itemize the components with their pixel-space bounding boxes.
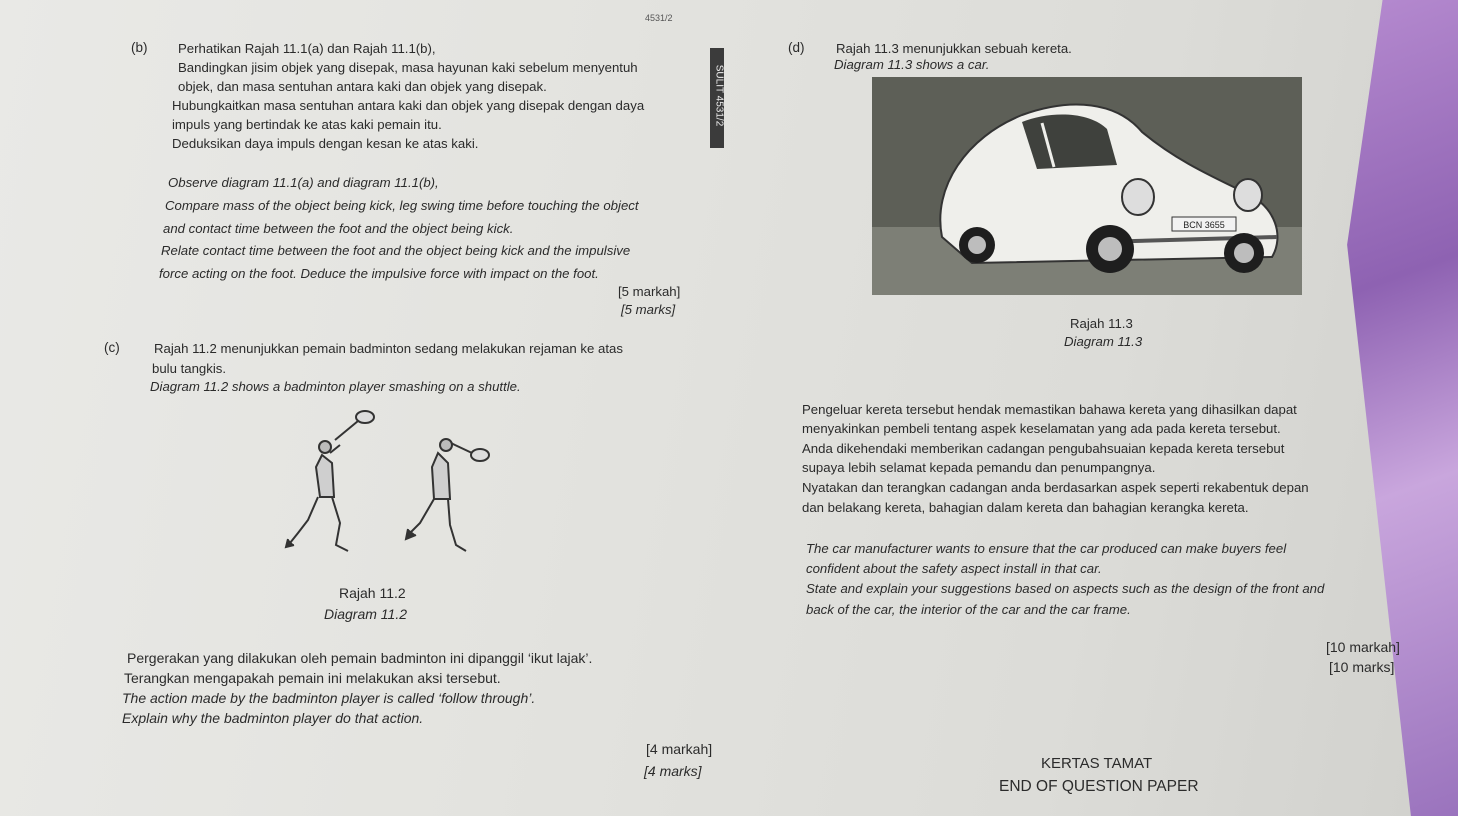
- b-marks-malay: [5 markah]: [618, 284, 681, 299]
- b-en-line: and contact time between the foot and the object being kick.: [163, 221, 514, 236]
- c-marks-malay: [4 markah]: [646, 741, 713, 757]
- d-caption-english: Diagram 11.3: [1064, 334, 1143, 349]
- d-para-ms-line: dan belakang kereta, bahagian dalam kereta dan bahagian kerangka kereta.: [802, 500, 1249, 515]
- player-figure-1: [286, 411, 374, 551]
- question-b-label: (b): [131, 40, 148, 55]
- d-marks-malay: [10 markah]: [1326, 639, 1400, 655]
- b-en-line: force acting on the foot. Deduce the impulsive force with impact on the foot.: [159, 266, 599, 281]
- d-para-ms-line: Pengeluar kereta tersebut hendak memastikan bahawa kereta yang dihasilkan dapat: [802, 402, 1297, 417]
- b-ms-line: Deduksikan daya impuls dengan kesan ke atas kaki.: [172, 136, 479, 151]
- d-para-en-line: The car manufacturer wants to ensure that the car produced can make buyers feel: [806, 541, 1287, 556]
- car-headlight: [1234, 179, 1262, 211]
- d-en-line: Diagram 11.3 shows a car.: [834, 57, 990, 72]
- header-fragment: 4531/2: [645, 13, 673, 23]
- player-figure-2: [406, 439, 489, 551]
- c-q-en-line: Explain why the badminton player do that action.: [122, 710, 424, 726]
- c-marks-english: [4 marks]: [644, 763, 702, 779]
- c-ms-line: bulu tangkis.: [152, 361, 227, 376]
- b-marks-english: [5 marks]: [621, 302, 676, 317]
- d-para-en-line: State and explain your suggestions based on aspects such as the design of the front and: [806, 581, 1325, 596]
- c-q-en-line: The action made by the badminton player is called ‘follow through’.: [122, 690, 536, 706]
- b-ms-line: objek, dan masa sentuhan antara kaki dan objek yang disepak.: [178, 79, 547, 94]
- car-headlight: [1122, 179, 1154, 215]
- d-para-ms-line: menyakinkan pembeli tentang aspek keselamatan yang ada pada kereta tersebut.: [802, 421, 1281, 436]
- b-ms-line: Perhatikan Rajah 11.1(a) dan Rajah 11.1(b),: [178, 41, 436, 56]
- c-q-ms-line: Terangkan mengapakah pemain ini melakukan aksi tersebut.: [124, 670, 501, 686]
- end-english: END OF QUESTION PAPER: [999, 778, 1199, 795]
- d-caption-malay: Rajah 11.3: [1070, 316, 1133, 331]
- d-para-ms-line: Anda dikehendaki memberikan cadangan pengubahsuaian kepada kereta tersebut: [802, 441, 1285, 456]
- end-malay: KERTAS TAMAT: [1041, 755, 1153, 772]
- c-ms-line: Rajah 11.2 menunjukkan pemain badminton sedang melakukan rejaman ke atas: [154, 341, 623, 356]
- b-en-line: Relate contact time between the foot and the object being kick and the impulsive: [161, 243, 631, 258]
- question-c-label: (c): [104, 340, 120, 355]
- b-ms-line: impuls yang bertindak ke atas kaki pemain itu.: [172, 117, 442, 132]
- d-ms-line: Rajah 11.3 menunjukkan sebuah kereta.: [836, 41, 1072, 56]
- b-ms-line: Bandingkan jisim objek yang disepak, masa hayunan kaki sebelum menyentuh: [178, 60, 638, 75]
- d-para-ms-line: Nyatakan dan terangkan cadangan anda berdasarkan aspek seperti rekabentuk depan: [802, 480, 1309, 495]
- c-caption-malay: Rajah 11.2: [339, 585, 406, 601]
- b-en-line: Compare mass of the object being kick, leg swing time before touching the object: [165, 198, 639, 213]
- d-para-en-line: confident about the safety aspect install in that car.: [806, 561, 1102, 576]
- c-q-ms-line: Pergerakan yang dilakukan oleh pemain badminton ini dipanggil ‘ikut lajak’.: [127, 650, 593, 666]
- d-para-en-line: back of the car, the interior of the car and the car frame.: [806, 602, 1131, 617]
- d-marks-english: [10 marks]: [1329, 659, 1395, 675]
- car-plate-text: BCN 3655: [1183, 220, 1225, 230]
- car-photo: [872, 77, 1302, 295]
- c-caption-english: Diagram 11.2: [324, 606, 408, 622]
- badminton-player-illustration: [270, 405, 510, 565]
- side-tab: SULIT 4531/2: [710, 48, 724, 148]
- c-en-line: Diagram 11.2 shows a badminton player smashing on a shuttle.: [150, 379, 521, 394]
- b-ms-line: Hubungkaitkan masa sentuhan antara kaki dan objek yang disepak dengan daya: [172, 98, 645, 113]
- d-para-ms-line: supaya lebih selamat kepada pemandu dan penumpangnya.: [802, 460, 1156, 475]
- question-d-label: (d): [788, 40, 805, 55]
- b-en-line: Observe diagram 11.1(a) and diagram 11.1(b),: [168, 175, 439, 190]
